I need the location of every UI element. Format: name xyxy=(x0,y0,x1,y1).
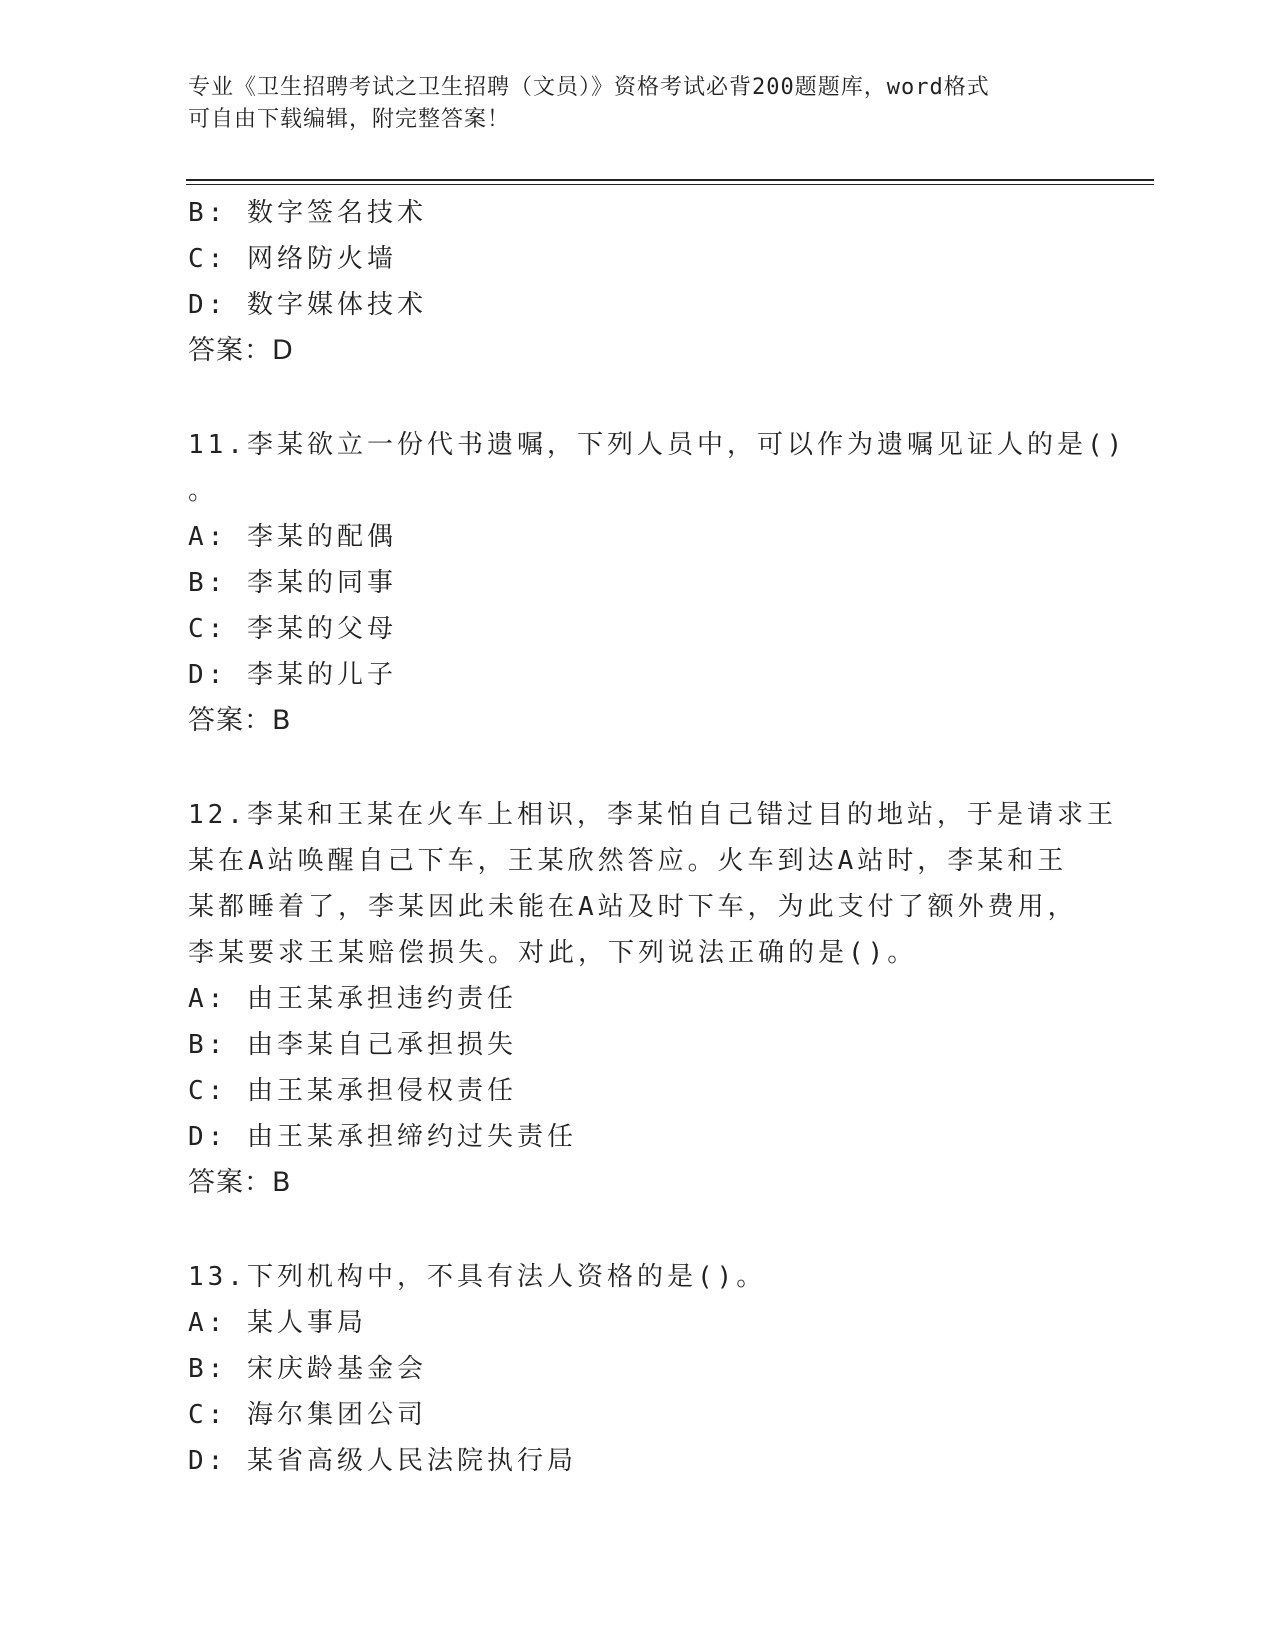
question-10-continued xyxy=(188,190,1068,374)
option-a: A: 由王某承担违约责任 xyxy=(188,984,517,1014)
question-stem: 某都睡着了，李某因此未能在A站及时下车，为此支付了额外费用， xyxy=(188,892,1078,922)
header-line-2: 可自由下载编辑，附完整答案！ xyxy=(188,107,511,132)
option-a: A: 某人事局 xyxy=(188,1308,367,1338)
option-c: C: 由王某承担侵权责任 xyxy=(188,1076,517,1106)
question-stem: 12.李某和王某在火车上相识，李某怕自己错过目的地站，于是请求王 xyxy=(188,800,1117,830)
question-12 xyxy=(188,792,1117,1206)
question-stem: 李某要求王某赔偿损失。对此，下列说法正确的是()。 xyxy=(188,938,918,968)
question-stem: 某在A站唤醒自己下车，王某欣然答应。火车到达A站时，李某和王 xyxy=(188,846,1068,876)
question-list xyxy=(188,190,1127,1484)
option-b: B: 李某的同事 xyxy=(188,568,397,598)
option-d: D: 某省高级人民法院执行局 xyxy=(188,1446,577,1476)
question-stem: 11.李某欲立一份代书遗嘱，下列人员中，可以作为遗嘱见证人的是() xyxy=(188,430,1127,460)
question-stem: 13.下列机构中，不具有法人资格的是()。 xyxy=(188,1262,767,1292)
option-d: D: 李某的儿子 xyxy=(188,660,397,690)
option-c: C: 网络防火墙 xyxy=(188,244,397,274)
option-b: B: 数字签名技术 xyxy=(188,198,427,228)
answer: 答案：D xyxy=(188,335,294,366)
option-d: D: 数字媒体技术 xyxy=(188,290,427,320)
document-header xyxy=(188,72,1068,136)
question-11 xyxy=(188,422,1127,744)
header-line-1: 专业《卫生招聘考试之卫生招聘（文员）》资格考试必背200题题库，word格式 xyxy=(188,75,990,100)
option-d: D: 由王某承担缔约过失责任 xyxy=(188,1122,577,1152)
answer: 答案：B xyxy=(188,1167,292,1198)
option-a: A: 李某的配偶 xyxy=(188,522,397,552)
question-stem: 。 xyxy=(188,476,219,506)
header-divider-thin xyxy=(186,184,1154,185)
option-b: B: 由李某自己承担损失 xyxy=(188,1030,517,1060)
option-c: C: 海尔集团公司 xyxy=(188,1400,427,1430)
question-13 xyxy=(188,1254,1068,1484)
header-divider xyxy=(186,179,1154,181)
answer: 答案：B xyxy=(188,705,292,736)
option-b: B: 宋庆龄基金会 xyxy=(188,1354,427,1384)
option-c: C: 李某的父母 xyxy=(188,614,397,644)
